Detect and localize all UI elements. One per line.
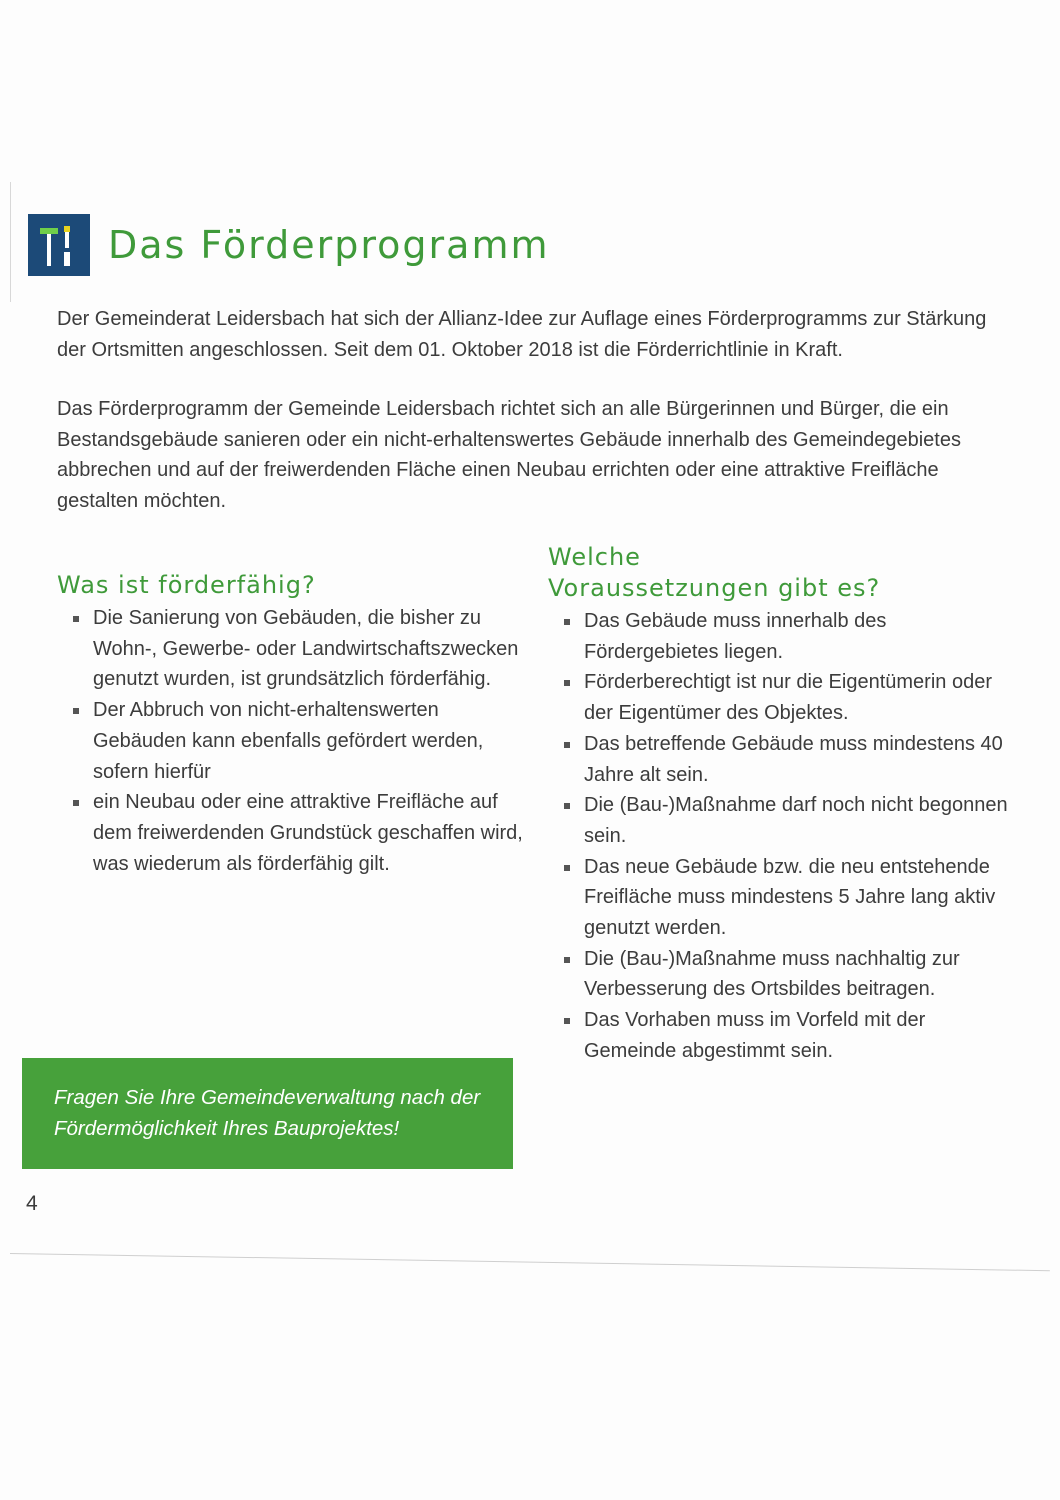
list-item: Das Vorhaben muss im Vorfeld mit der Gemeinde abgestimmt sein. xyxy=(548,1005,1018,1066)
intro-paragraph-1 xyxy=(57,304,1007,365)
left-bullet-list xyxy=(57,603,527,879)
tools-icon xyxy=(28,214,90,276)
title-row xyxy=(28,214,549,276)
page-number: 4 xyxy=(26,1192,38,1215)
list-item: Förderberechtigt ist nur die Eigentümerin oder der Eigentümer des Objektes. xyxy=(548,667,1018,728)
callout-line-1: Fragen Sie Ihre Gemeindeverwaltung nach der xyxy=(54,1086,481,1109)
page-title: Das Förderprogramm xyxy=(108,223,550,267)
callout-box xyxy=(22,1058,513,1169)
right-section xyxy=(548,542,1018,1067)
bottom-divider xyxy=(10,1253,1050,1271)
list-item: ein Neubau oder eine attraktive Freifläche auf dem freiwerdenden Grundstück geschaffen wird, was wiederum als förderfähig gilt. xyxy=(57,787,527,879)
list-item: Das neue Gebäude bzw. die neu entstehende Freifläche muss mindestens 5 Jahre lang aktiv genutzt werden. xyxy=(548,852,1018,944)
scan-edge-line xyxy=(10,182,11,302)
left-section-heading: Was ist förderfähig? xyxy=(57,571,316,599)
list-item: Das betreffende Gebäude muss mindestens 40 Jahre alt sein. xyxy=(548,729,1018,790)
callout-line-2: Fördermöglichkeit Ihres Bauprojektes! xyxy=(54,1117,400,1140)
intro-paragraph-2 xyxy=(57,394,1007,516)
intro-text-1: Der Gemeinderat Leidersbach hat sich der Allianz-Idee zur Auflage eines Förderprogramms zur Stärkung der Ortsmitten angeschlossen. Seit dem 01. Oktober 2018 ist die Förderrichtlinie in Kraft. xyxy=(57,308,987,361)
list-item: Das Gebäude muss innerhalb des Fördergebietes liegen. xyxy=(548,606,1018,667)
right-section-heading: Welche Voraussetzungen gibt es? xyxy=(548,543,881,602)
list-item: Die (Bau-)Maßnahme darf noch nicht begonnen sein. xyxy=(548,790,1018,851)
left-section xyxy=(57,570,527,879)
intro-text-2: Das Förderprogramm der Gemeinde Leidersbach richtet sich an alle Bürgerinnen und Bürger, die ein Bestandsgebäude sanieren oder ein nicht-erhaltenswertes Gebäude innerhalb des Gemeindegebietes abbrechen und auf der freiwerdenden Fläche einen Neubau errichten oder eine attraktive Freifläche gestalten möchten. xyxy=(57,398,961,512)
right-bullet-list xyxy=(548,606,1018,1067)
list-item: Die Sanierung von Gebäuden, die bisher zu Wohn-, Gewerbe- oder Landwirtschaftszwecken genutzt wurden, ist grundsätzlich förderfähig. xyxy=(57,603,527,695)
list-item: Die (Bau-)Maßnahme muss nachhaltig zur Verbesserung des Ortsbildes beitragen. xyxy=(548,944,1018,1005)
list-item: Der Abbruch von nicht-erhaltenswerten Gebäuden kann ebenfalls gefördert werden, sofern hierfür xyxy=(57,695,527,787)
